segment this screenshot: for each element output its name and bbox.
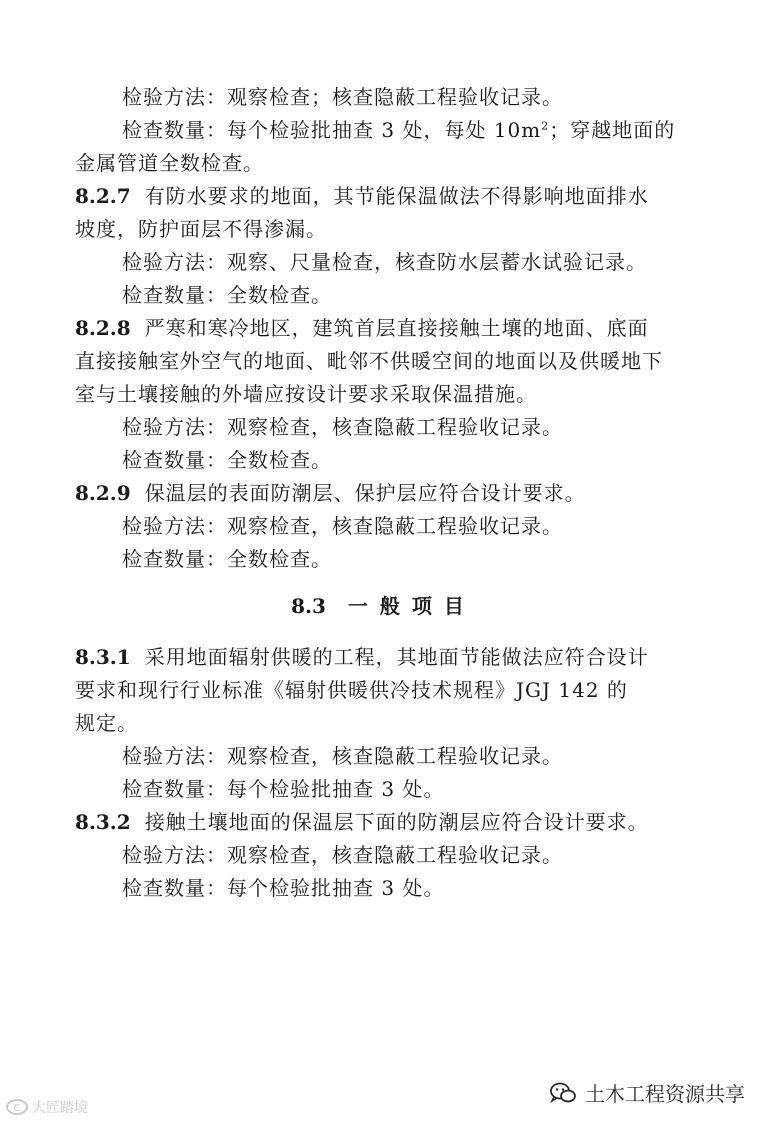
text-line: 检查数量：每个检验批抽查 3 处，每处 $10m^2$；穿越地面的 (122, 118, 676, 142)
text-line: 检验方法：观察、尺量检查，核查防水层蓄水试验记录。 (122, 250, 647, 274)
clause-8-2-8: 8.2.8 严寒和寒冷地区，建筑首层直接接触土壤的地面、底面 (75, 316, 649, 340)
text-line: 检查数量：每个检验批抽查 3 处。 (122, 876, 445, 900)
text-line: 规定。 (75, 711, 138, 735)
text-line: 要求和现行行业标准《辐射供暖供冷技术规程》JGJ 142 的 (75, 678, 628, 702)
wechat-icon (549, 1081, 577, 1105)
text-line: 坡度，防护面层不得渗漏。 (75, 217, 327, 241)
text-line: 室与土壤接触的外墙应按设计要求采取保温措施。 (75, 382, 537, 406)
text-line: 检验方法：观察检查，核查隐蔽工程验收记录。 (122, 514, 563, 538)
clause-number: 8.2.7 (75, 184, 131, 208)
text-line: 金属管道全数检查。 (75, 151, 264, 175)
text-line: 检验方法：观察检查，核查隐蔽工程验收记录。 (122, 415, 563, 439)
watermark-left-text: 大匠踏境 (32, 1100, 88, 1116)
text-line: 检查数量：全数检查。 (122, 283, 332, 307)
clause-number: 8.2.8 (75, 316, 131, 340)
clause-8-3-1: 8.3.1 采用地面辐射供暖的工程，其地面节能做法应符合设计 (75, 645, 649, 669)
text-line: 检查数量：全数检查。 (122, 547, 332, 571)
text-line: 直接接触室外空气的地面、毗邻不供暖空间的地面以及供暖地下 (75, 349, 663, 373)
clause-number: 8.3.2 (75, 810, 131, 834)
clause-8-2-9: 8.2.9 保温层的表面防潮层、保护层应符合设计要求。 (75, 481, 586, 505)
text-line: 检查数量：每个检验批抽查 3 处。 (122, 777, 445, 801)
watermark-right (549, 1078, 745, 1107)
watermark-left (6, 1097, 88, 1117)
clause-number: 8.2.9 (75, 481, 131, 505)
watermark-right-text: 土木工程资源共享 (585, 1082, 745, 1106)
text-line: 检验方法：观察检查，核查隐蔽工程验收记录。 (122, 843, 563, 867)
clause-8-3-2: 8.3.2 接触土壤地面的保温层下面的防潮层应符合设计要求。 (75, 810, 649, 834)
clause-number: 8.3.1 (75, 645, 131, 669)
text-line: 检验方法：观察检查，核查隐蔽工程验收记录。 (122, 744, 563, 768)
clause-8-2-7: 8.2.7 有防水要求的地面，其节能保温做法不得影响地面排水 (75, 184, 649, 208)
text-line: 检验方法：观察检查；核查隐蔽工程验收记录。 (122, 85, 563, 109)
section-heading: 8.3 一般项目 (291, 594, 476, 618)
watermark-logo-icon: C (6, 1099, 28, 1115)
text-line: 检查数量：全数检查。 (122, 448, 332, 472)
